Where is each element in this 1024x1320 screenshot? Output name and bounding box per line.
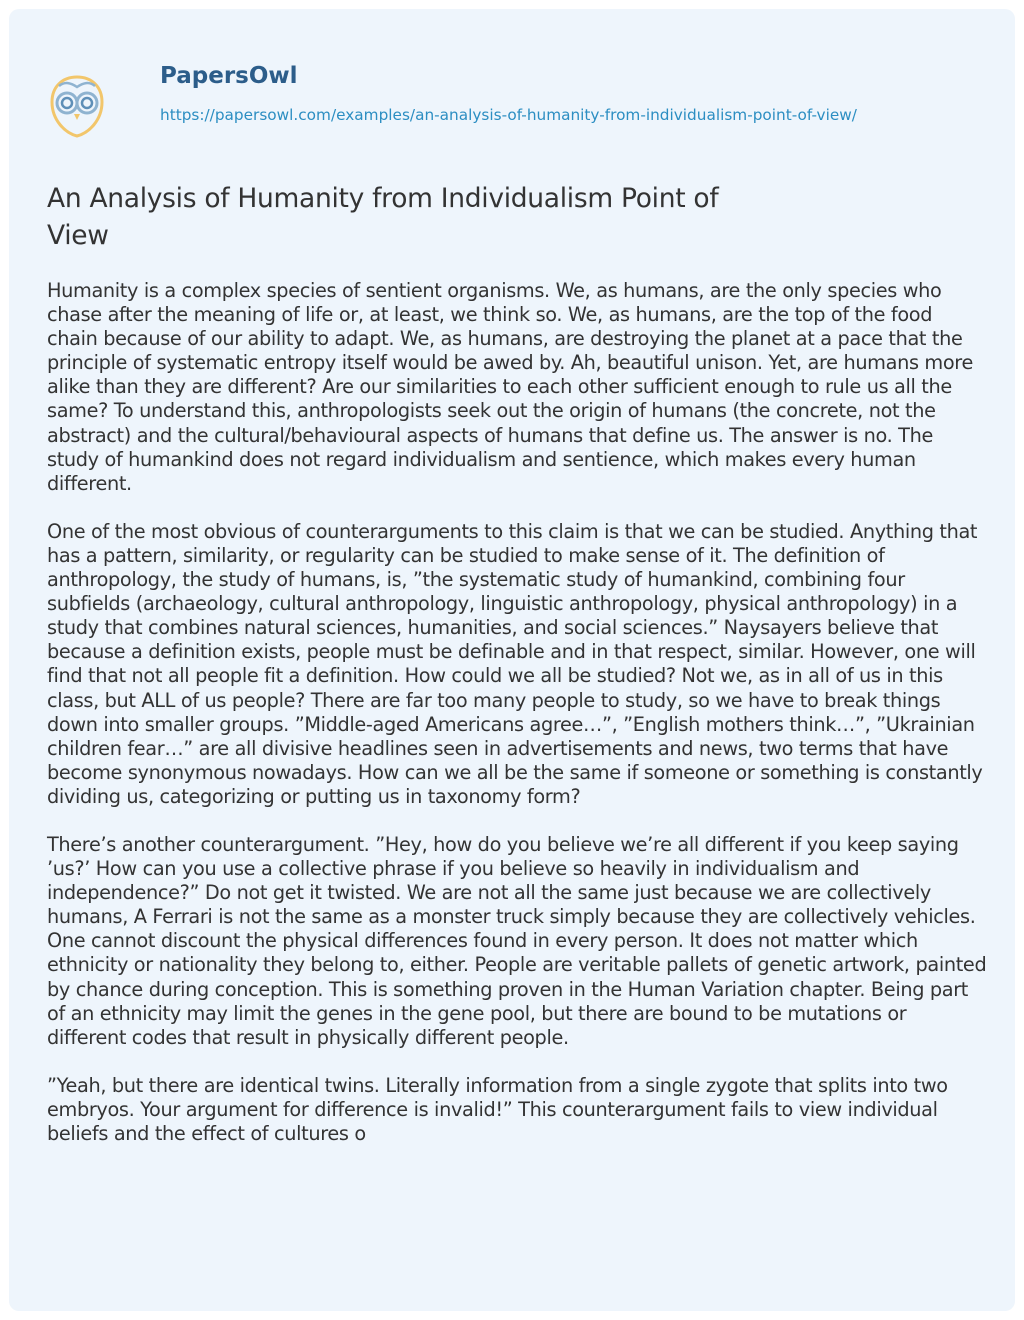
owl-logo-icon[interactable] <box>49 73 105 139</box>
brand-name[interactable]: PapersOwl <box>160 63 298 89</box>
article-paragraph: There’s another counterargument. ”Hey, how do you believe we’re all different if you keep saying ’us?’ How can you use a collective phrase if you believe so heavily in individualism and independence?” Do not get it twisted. We are not all the same just because we are collectively humans, A Ferrari is not the same as a monster truck simply because they are collectively vehicles. One cannot discount the physical differences found in every person. It does not matter which ethnicity or nationality they belong to, either. People are veritable pallets of genetic artwork, painted by chance during conception. This is something proven in the Human Variation chapter. Being part of an ethnicity may limit the genes in the gene pool, but there are bound to be mutations or different codes that result in physically different people. <box>47 832 987 1049</box>
article-paragraph: ”Yeah, but there are identical twins. Literally information from a single zygote that splits into two embryos. Your argument for difference is invalid!” This counterargument fails to view individual beliefs and the effect of cultures o <box>47 1073 948 1145</box>
article-paragraph: One of the most obvious of counterarguments to this claim is that we can be studied. Anything that has a pattern, similarity, or regularity can be studied to make sense of it. The definition of anthropology, the study of humans, is, ”the systematic study of humankind, combining four subfields (archaeology, cultural anthropology, linguistic anthropology, physical anthropology) in a study that combines natural sciences, humanities, and social sciences.” Naysayers believe that because a definition exists, people must be definable and in that respect, similar. However, one will find that not all people fit a definition. How could we all be studied? Not we, as in all of us in this class, but ALL of us people? There are far too many people to study, so we have to break things down into smaller groups. ”Middle-aged Americans agree…”, ”English mothers think…”, ”Ukrainian children fear…” are all divisive headlines seen in advertisements and news, two terms that have become synonymous nowadays. How can we all be the same if someone or something is constantly dividing us, categorizing or putting us in taxonomy form? <box>47 519 983 808</box>
page-card <box>9 9 1015 1311</box>
article-body <box>47 279 987 1170</box>
article-paragraph: Humanity is a complex species of sentient organisms. We, as humans, are the only species who chase after the meaning of life or, at least, we think so. We, as humans, are the top of the food chain because of our ability to adapt. We, as humans, are destroying the planet at a pace that the principle of systematic entropy itself would be awed by. Ah, beautiful unison. Yet, are humans more alike than they are different? Are our similarities to each other sufficient enough to rule us all the same? To understand this, anthropologists seek out the origin of humans (the concrete, not the abstract) and the cultural/behavioural aspects of humans that define us. The answer is no. The study of humankind does not regard individualism and sentience, which makes every human different. <box>47 279 973 495</box>
source-url-link[interactable]: https://papersowl.com/examples/an-analysis-of-humanity-from-individualism-point-of-view/ <box>160 106 857 124</box>
article-title: An Analysis of Humanity from Individualism Point of View <box>47 183 719 251</box>
